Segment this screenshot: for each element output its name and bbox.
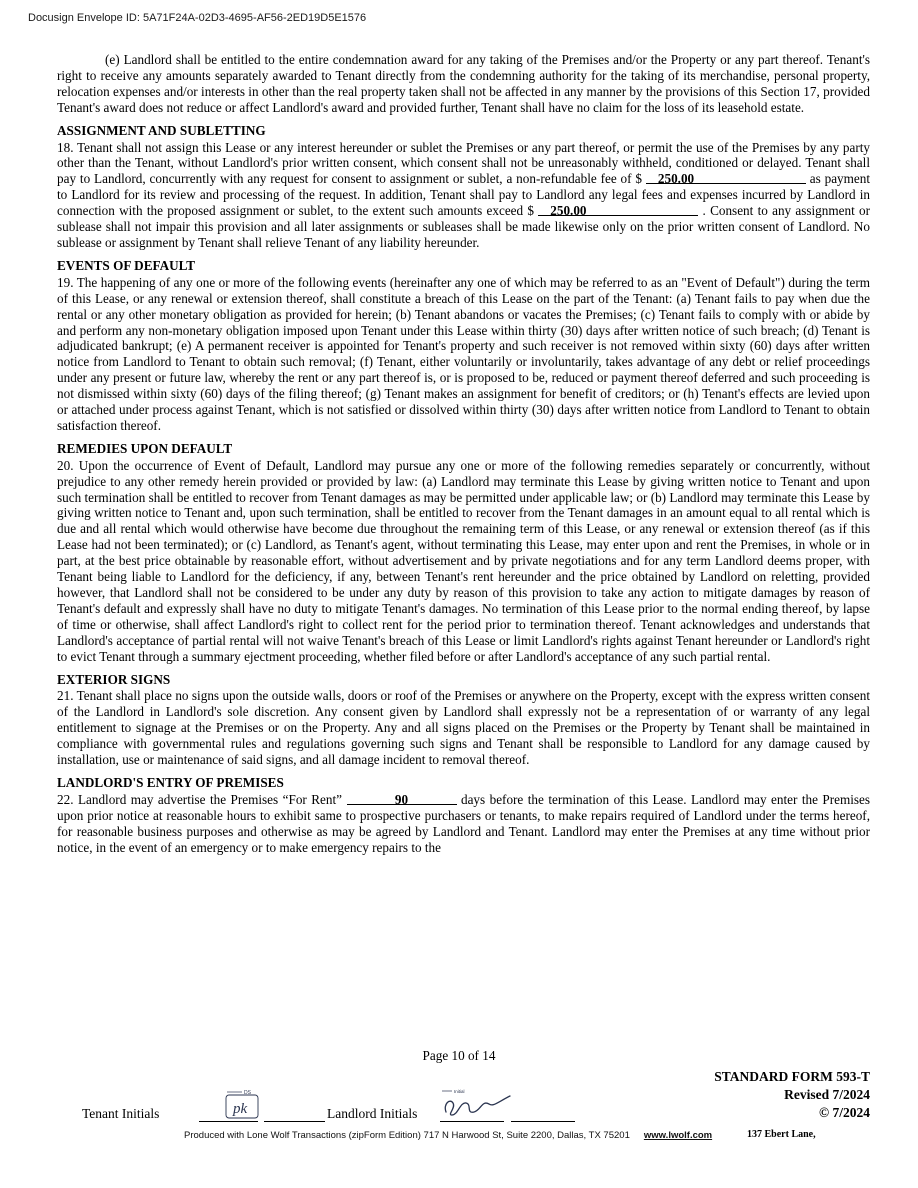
section-remedies-upon-default [57,441,870,665]
section-landlords-entry [57,775,870,856]
section-heading-assignment: ASSIGNMENT AND SUBLETTING [57,122,266,138]
section-heading-landlords-entry: LANDLORD'S ENTRY OF PREMISES [57,774,284,790]
section-heading-remedies: REMEDIES UPON DEFAULT [57,440,233,456]
tenant-initials-stamp[interactable] [224,1086,268,1127]
assignment-excess-fee-field[interactable]: 250.00 [538,203,698,216]
paragraph-20: 20. Upon the occurrence of Event of Default, Landlord may pursue any one or more of the following remedies separately or concurrently, without prejudice to any other remedy herein provided or provided by law: (a) Landlord may terminate this Lease by giving written notice to Tenant and upon such termination shall be entitled to recover from Tenant damages as may be permitted under applicable law; or (b) Landlord may terminate this Lease by giving written notice to Tenant and, upon such termination, shall be entitled to recover from the Tenant damages in an amount equal to all rental which is due and all rental which would otherwise have become due throughout the remaining term of this Lease, or any renewal or extension thereof (as if this Lease had not been terminated); or (c) Landlord, as Tenant's agent, without terminating this Lease, may enter upon and rent the Premises, in whole or in part, at the best price obtainable by reasonable effort, without advertisement and by private negotiations and for any term Landlord deems proper, with Tenant being liable to Landlord for the deficiency, if any, between Tenant's rent hereunder and the price obtained by Landlord on reletting, provided however, that Landlord shall not be considered to be under any duty by reason of this provision to take any action to mitigate damages by reason of Tenant's default and expressly shall have no duty to mitigate Tenant's damages. No termination of this Lease prior to the normal ending thereof, by lapse of time or otherwise, shall affect Landlord's right to collect rent for the period prior to termination thereof. Tenant acknowledges and understands that Landlord's acceptance of partial rental will not waive Tenant's breach of this Lease or limit Landlord's rights against Tenant hereunder or Landlord's right to evict Tenant through a summary ejectment proceeding, whether filed before or after Landlord's acceptance of any such partial rental. [57,457,870,664]
produced-by-line [184,1130,712,1141]
paragraph-22 [57,792,870,856]
landlord-initials-stamp[interactable] [436,1084,518,1129]
property-address-line: 137 Ebert Lane, [747,1129,816,1140]
tenant-initials-line-2[interactable] [264,1121,325,1122]
advertise-days-field[interactable]: 90 [347,792,457,805]
docusign-tag-icon: DS [244,1090,251,1096]
lwolf-website-link[interactable]: www.lwolf.com [643,1130,713,1141]
paragraph-19: 19. The happening of any one or more of the following events (hereinafter any one of which may be referred to as an "Event of Default") during the term of this Lease, or any renewal or extension thereof, shall constitute a breach of this Lease on the part of the Tenant: (a) Tenant fails to pay when due the rental or any other monetary obligation as provided for herein; (b) Tenant abandons or vacates the Premises; (c) Tenant fails to comply with or abide by and perform any non-monetary obligation imposed upon Tenant under this Lease within thirty (30) days after written notice of such breach; (d) Tenant is adjudicated bankrupt; (e) A permanent receiver is appointed for Tenant's property and such receiver is not removed within sixty (60) days after written notice from Landlord to Tenant to obtain such removal; (f) Tenant, either voluntarily or involuntarily, takes advantage of any debt or relief proceedings under any present or future law, whereby the rent or any part thereof is, or is proposed to be, reduced or payment thereof deferred and such proceeding is not dismissed within sixty (60) days of the filing thereof; (g) Tenant makes an assignment for benefit of creditors; or (h) Tenant's effects are levied upon or attached under process against Tenant, which is not satisfied or dissolved within thirty (30) days after written notice from Landlord to Tenant to obtain satisfaction thereof. [57,274,870,433]
form-identification-block [714,1068,870,1122]
paragraph-18 [57,140,870,251]
tenant-initials-script: pk [233,1101,248,1117]
section-assignment-and-subletting [57,123,870,251]
initial-tag-icon: Initial [454,1089,465,1094]
paragraph-21: 21. Tenant shall place no signs upon the outside walls, doors or roof of the Premises or anywhere on the Property, except with the express written consent of the Landlord in Landlord's sole discretion. Any consent given by Landlord shall expressly not be a representation of or warranty of any legal entitlement to signage at the Premises or on the Property. Any and all signs placed on the Premises or the Property by Tenant shall be maintained in compliance with governmental rules and regulations governing such signs and Tenant shall be responsible to Landlord for any damage caused by installation, use or maintenance of said signs, and all damage incident to removal thereof. [57,688,870,768]
section-events-of-default [57,258,870,434]
paragraph-18-part2: as payment to Landlord for its review and processing of the request. In addition, Tenant shall pay to Landlord any legal fees and expenses incurred by Landlord in connection with the proposed assignment or sublet, to the extent such amounts exceed $ [57,171,871,219]
document-body [57,52,870,856]
paragraph-22-part1: 22. Landlord may advertise the Premises “For Rent” [57,791,343,807]
docusign-envelope-id: Docusign Envelope ID: 5A71F24A-02D3-4695-AF56-2ED19D5E1576 [28,12,367,24]
section-exterior-signs [57,672,870,768]
form-revision: Revised 7/2024 [784,1087,870,1102]
assignment-fee-field[interactable]: 250.00 [646,171,806,184]
page-number: Page 10 of 14 [422,1048,496,1063]
landlord-scribble-icon [445,1096,510,1115]
paragraph-22-part2: days before the termination of this Lease. Landlord may enter the Premises upon prior notice at reasonable hours to exhibit same to prospective purchasers or tenants, to make repairs required of Landlord under the terms hereof, for reasonable business purposes and otherwise as may be agreed by Landlord and Tenant. Landlord may enter the Premises at any time without prior notice, in the event of an emergency or to make emergency repairs to the [57,791,871,855]
tenant-initials-label: Tenant Initials [82,1106,160,1121]
condemnation-paragraph-e: (e) Landlord shall be entitled to the entire condemnation award for any taking of the Premises and/or the Property or any part thereof. Tenant's right to receive any amounts separately awarded to Tenant directly from the condemning authority for the taking of its merchandise, personal property, relocation expenses and/or interests in other than the real property taken shall not be affected in any manner by the provisions of this Section 17, provided Tenant's award does not reduce or affect Landlord's award and provided further, Tenant shall have no claim for the loss of its leasehold estate. [57,52,870,115]
paragraph-18-part1: 18. Tenant shall not assign this Lease or any interest hereunder or sublet the Premises or any part thereof, or permit the use of the Premises by any party other than the Tenant, without Landlord's prior written consent, which consent shall not be unreasonably withheld, conditioned or delayed. Tenant shall pay to Landlord, concurrently with any request for consent to assignment or sublet, a non-refundable fee of $ [57,139,870,187]
form-name: STANDARD FORM 593-T [714,1069,870,1084]
landlord-initials-line-2[interactable] [511,1121,575,1122]
section-heading-exterior-signs: EXTERIOR SIGNS [57,671,171,687]
form-copyright: © 7/2024 [819,1105,870,1120]
paragraph-18-part3: . Consent to any assignment or sublease shall not impair this provision and all later assignments or subleases shall be made likewise only on the prior written consent of Landlord. No sublease or assignment by Tenant shall relieve Tenant of any liability hereunder. [57,203,870,250]
section-heading-events-of-default: EVENTS OF DEFAULT [57,257,196,273]
produced-by-text: Produced with Lone Wolf Transactions (zipForm Edition) 717 N Harwood St, Suite 2200, Dallas, TX 75201 [184,1130,630,1141]
landlord-initials-label: Landlord Initials [327,1106,418,1121]
